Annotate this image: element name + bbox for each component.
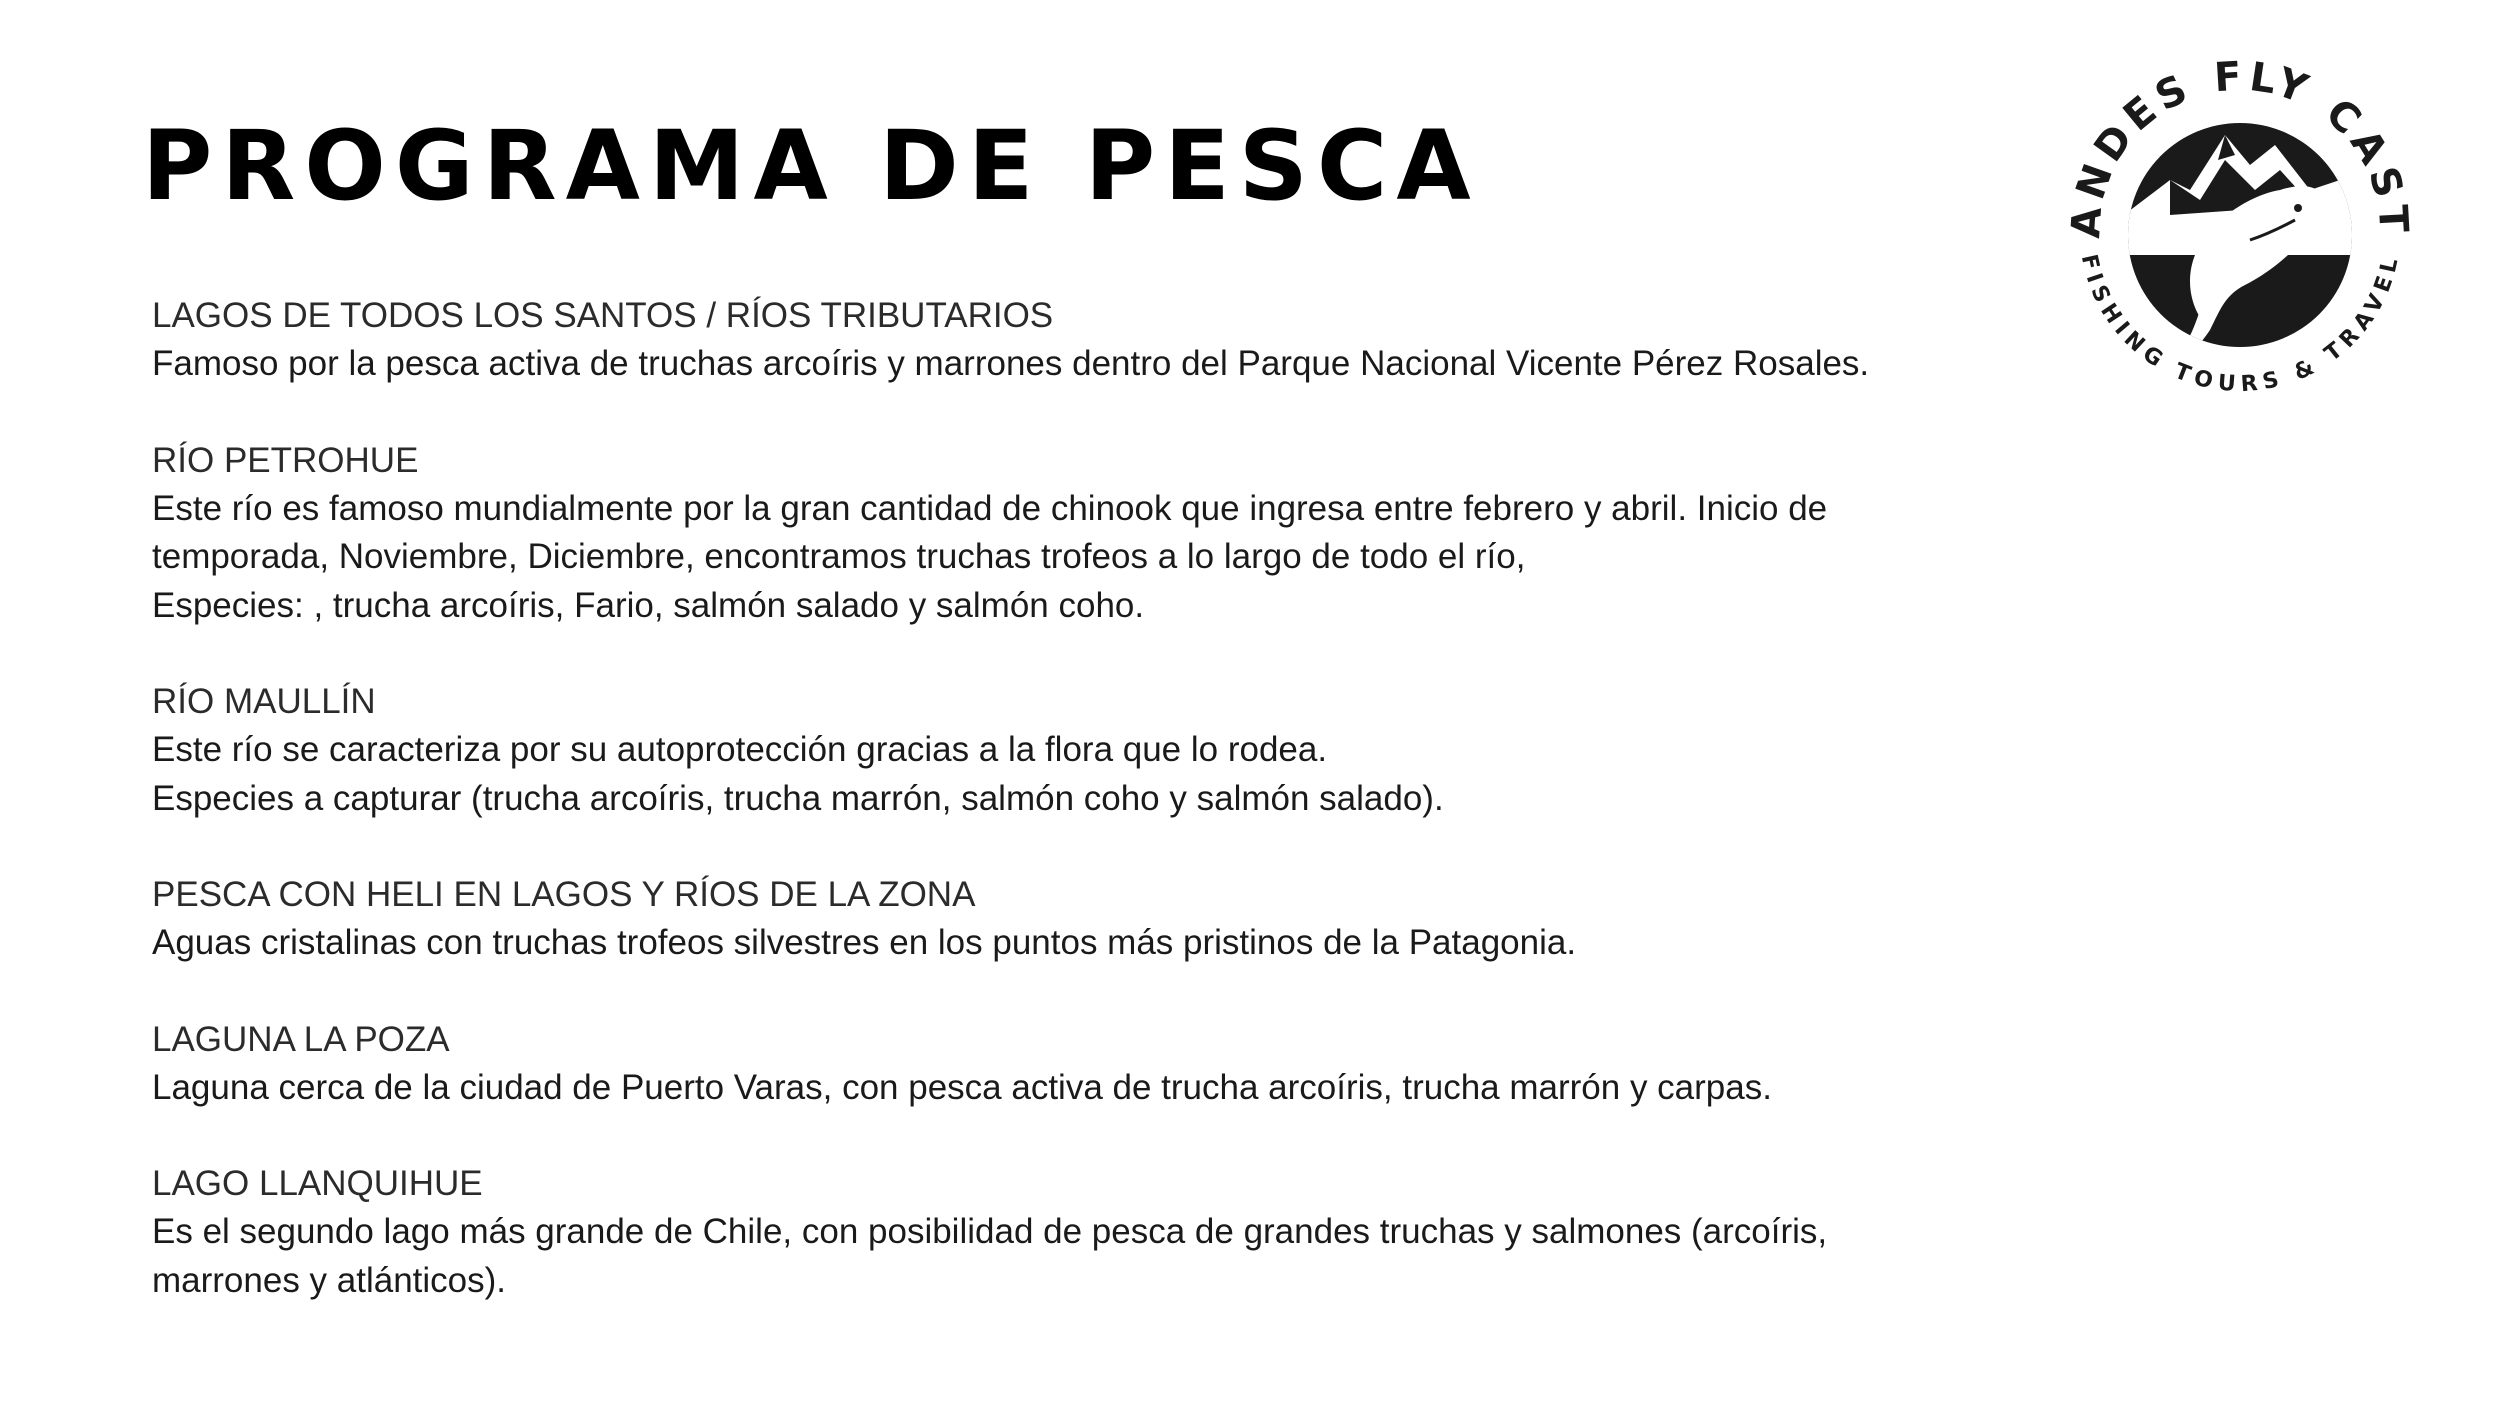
page-title: PROGRAMA DE PESCA: [142, 110, 1480, 222]
section-text: Este río se caracteriza por su autoprotección gracias a la flora que lo rodea.: [152, 730, 1328, 769]
section-rio-maullin: [152, 678, 2172, 823]
section-heading: RÍO PETROHUE: [152, 440, 419, 480]
section-text: Especies a capturar (trucha arcoíris, trucha marrón, salmón coho y salmón salado).: [152, 778, 1444, 818]
section-text: Este río es famoso mundialmente por la gran cantidad de chinook que ingresa entre febrero y abril. Inicio de: [152, 488, 1828, 528]
section-rio-petrohue: [152, 437, 2172, 631]
section-lago-llanquihue: [152, 1160, 2172, 1305]
section-lagos-todos-los-santos: [152, 292, 2172, 389]
section-heading: LAGUNA LA POZA: [152, 1019, 450, 1059]
section-heading: RÍO MAULLÍN: [152, 682, 376, 721]
section-text: temporada, Noviembre, Diciembre, encontramos truchas trofeos a lo largo de todo el río,: [152, 537, 1526, 576]
section-text: Aguas cristalinas con truchas trofeos silvestres en los puntos más pristinos de la Patagonia.: [152, 923, 1577, 962]
logo-brand-top: ANDES FLY CAST: [2063, 53, 2417, 240]
section-heading: LAGOS DE TODOS LOS SANTOS / RÍOS TRIBUTARIOS: [152, 296, 1054, 335]
section-heading: PESCA CON HELI EN LAGOS Y RÍOS DE LA ZONA: [152, 875, 976, 914]
section-pesca-con-heli: [152, 871, 2172, 968]
logo-brand-bottom: FISHING TOURS & TRAVEL: [2075, 252, 2405, 398]
section-text: Laguna cerca de la ciudad de Puerto Varas, con pesca activa de trucha arcoíris, trucha marrón y carpas.: [152, 1067, 1772, 1107]
section-text: Especies: , trucha arcoíris, Fario, salmón salado y salmón coho.: [152, 585, 1145, 625]
fishing-program-content: [152, 292, 2172, 1353]
section-text: marrones y atlánticos).: [152, 1260, 507, 1300]
section-text: Es el segundo lago más grande de Chile, con posibilidad de pesca de grandes truchas y salmones (arcoíris,: [152, 1212, 1828, 1251]
section-laguna-la-poza: [152, 1016, 2172, 1113]
section-text: Famoso por la pesca activa de truchas arcoíris y marrones dentro del Parque Nacional Vicente Pérez Rosales.: [152, 344, 1870, 383]
section-heading: LAGO LLANQUIHUE: [152, 1164, 483, 1203]
